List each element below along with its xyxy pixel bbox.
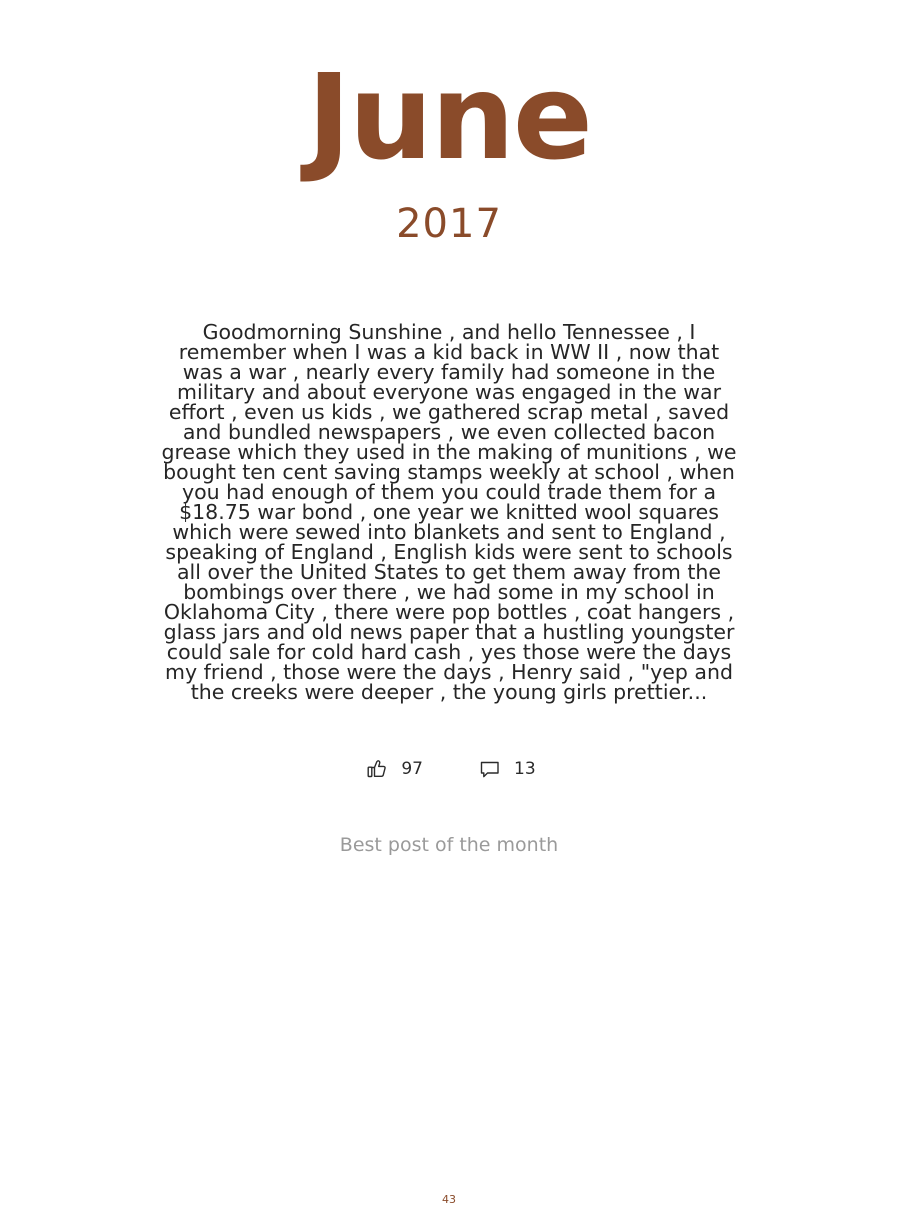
page-title-year: 2017 bbox=[396, 201, 502, 247]
page-title-month: June bbox=[307, 48, 591, 186]
comment-bubble-icon bbox=[475, 754, 505, 784]
post-text: Goodmorning Sunshine , and hello Tennessee , I remember when I was a kid back in WW II , now that was a war , nearly every family had someone in the military and about everyone was engaged in the war effort , even us kids , we gathered scrap metal , saved and bundled newspapers , we even collected bacon grease which they used in the making of munitions , we bought ten cent saving stamps weekly at school , when you had enough of them you could trade them for a $18.75 war bond , one year we knitted wool squares which were sewed into blankets and sent to England , speaking of England , English kids were sent to schools all over the United States to get them away from the bombings over there , we had some in my school in Oklahoma City , there were pop bottles , coat hangers , glass jars and old news paper that a hustling youngster could sale for cold hard cash , yes those were the days my friend , those were the days , Henry said , "yep and the creeks were deeper , the young girls prettier... bbox=[161, 320, 737, 704]
post-caption: Best post of the month bbox=[339, 834, 559, 856]
like-reaction[interactable] bbox=[362, 754, 423, 784]
reactions-bar bbox=[0, 702, 898, 784]
thumbs-up-icon bbox=[362, 754, 392, 784]
comment-reaction[interactable] bbox=[475, 754, 536, 784]
comment-count: 13 bbox=[514, 759, 536, 779]
like-count: 97 bbox=[401, 759, 423, 779]
page-number: 43 bbox=[442, 1193, 456, 1206]
